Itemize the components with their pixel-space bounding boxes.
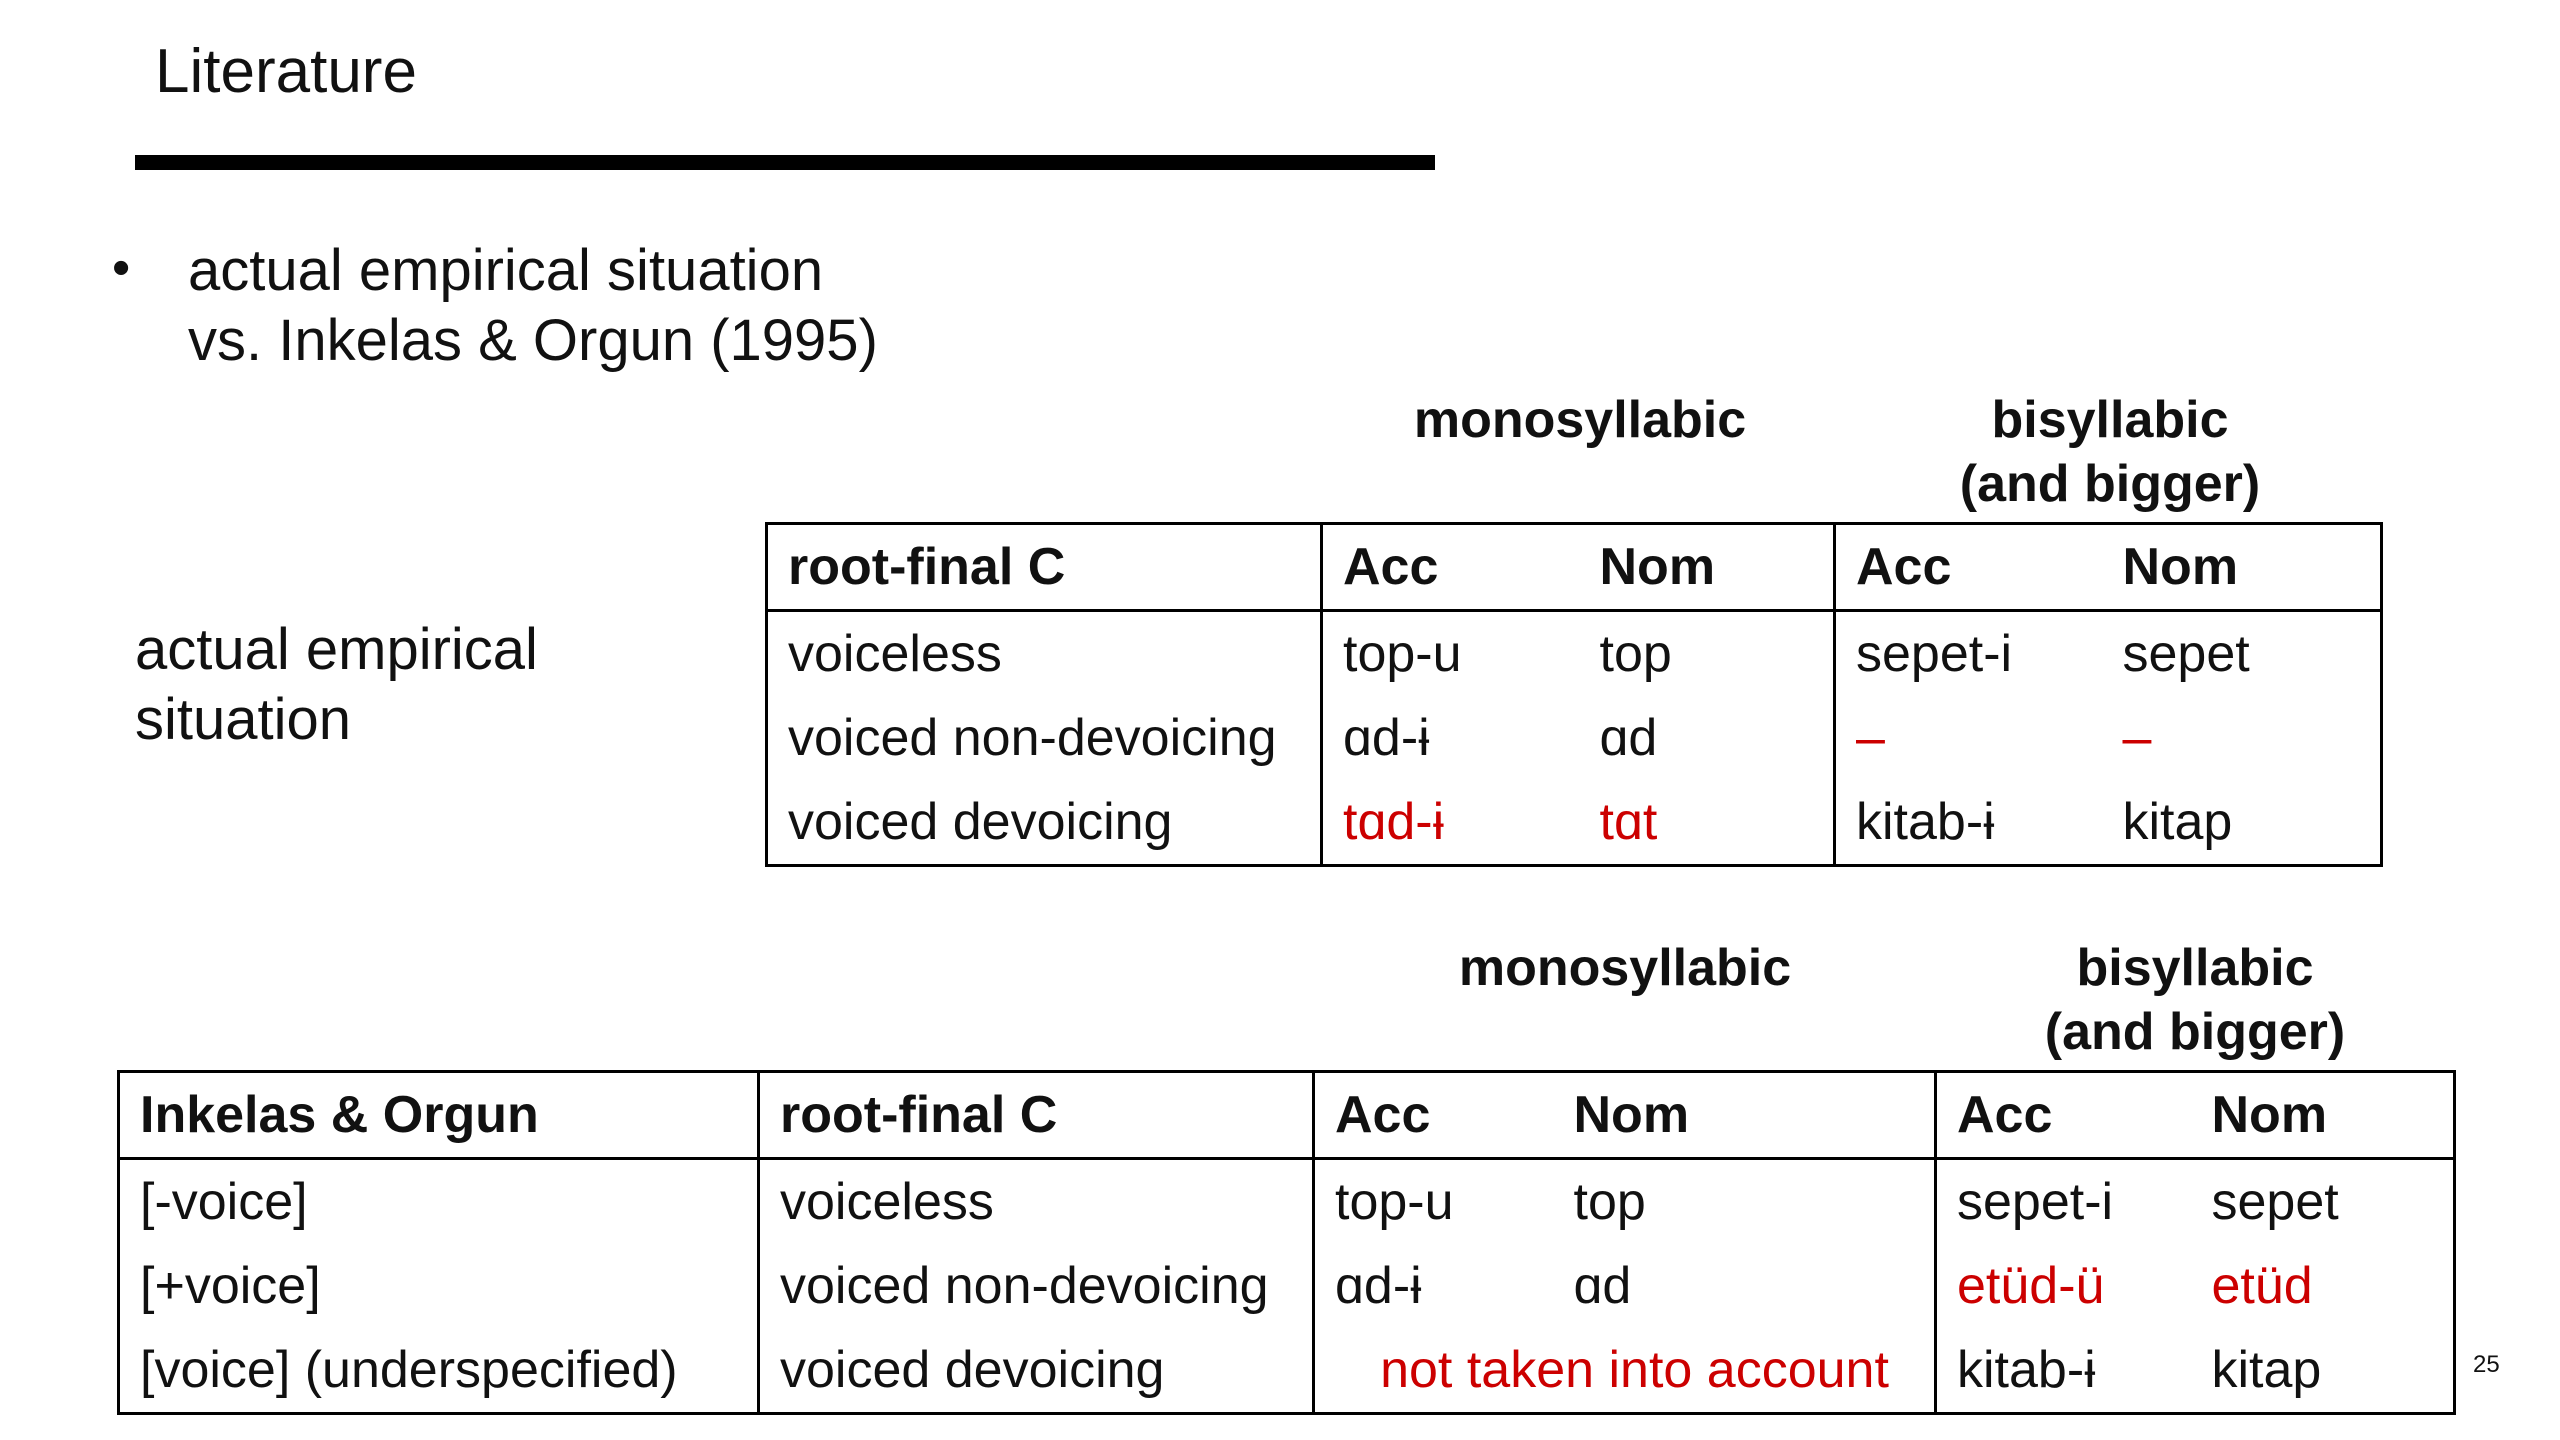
- table2-group-monosyllabic: monosyllabic: [1458, 939, 1792, 997]
- cell-mono-not-taken-into-account: not taken into account: [1314, 1328, 1936, 1414]
- cell-feature: [voice] (underspecified): [119, 1328, 759, 1414]
- bullet-line-1: actual empirical situation: [188, 238, 824, 303]
- cell-bi-acc: etüd-ü: [1936, 1244, 2212, 1328]
- cell-mono-acc: top-u: [1314, 1159, 1574, 1245]
- table2-group-bisyllabic-line2: (and bigger): [2044, 1003, 2346, 1061]
- header-mono-nom: Nom: [1574, 1072, 1936, 1159]
- page-number: 25: [2473, 1351, 2500, 1378]
- title-underline: [135, 155, 1435, 170]
- table-row: [767, 780, 2382, 866]
- table2-group-bisyllabic-line1: bisyllabic: [2076, 939, 2314, 997]
- table1-group-monosyllabic: monosyllabic: [1413, 391, 1747, 449]
- cell-mono-acc: ɑd-ɨ: [1314, 1244, 1574, 1328]
- table-header-row: [119, 1072, 2455, 1159]
- table-inkelas-orgun: [117, 1070, 2456, 1415]
- table1-group-bisyllabic: [1880, 388, 2340, 516]
- cell-bi-acc: kitab-ɨ: [1835, 780, 2123, 866]
- header-root-final-c: root-final C: [767, 524, 1322, 611]
- bullet-text: [188, 236, 878, 376]
- cell-root-final-c: voiced non-devoicing: [767, 696, 1322, 780]
- cell-root-final-c: voiceless: [767, 611, 1322, 697]
- header-mono-acc: Acc: [1322, 524, 1600, 611]
- cell-mono-nom: top: [1574, 1159, 1936, 1245]
- table-row: [767, 696, 2382, 780]
- table1-side-label-line2: situation: [135, 687, 352, 752]
- cell-mono-acc: top-u: [1322, 611, 1600, 697]
- header-mono-nom: Nom: [1600, 524, 1835, 611]
- cell-bi-acc: sepet-i: [1936, 1159, 2212, 1245]
- header-bi-nom: Nom: [2212, 1072, 2455, 1159]
- table-row: [119, 1159, 2455, 1245]
- table-empirical: [765, 522, 2383, 867]
- header-mono-acc: Acc: [1314, 1072, 1574, 1159]
- bullet-line-2: vs. Inkelas & Orgun (1995): [188, 308, 878, 373]
- table-row: [119, 1328, 2455, 1414]
- cell-root-final-c: voiced devoicing: [767, 780, 1322, 866]
- table1-side-label-line1: actual empirical: [135, 617, 538, 682]
- cell-bi-acc: sepet-i: [1835, 611, 2123, 697]
- cell-bi-nom: etüd: [2212, 1244, 2455, 1328]
- table1-group-bisyllabic-line1: bisyllabic: [1991, 391, 2229, 449]
- cell-root-final-c: voiced non-devoicing: [759, 1244, 1314, 1328]
- table1-side-label: [135, 615, 538, 755]
- cell-mono-nom: ɑd: [1574, 1244, 1936, 1328]
- bullet-dot: •: [112, 239, 131, 297]
- slide-title: Literature: [155, 37, 417, 106]
- table-row: [119, 1244, 2455, 1328]
- cell-feature: [-voice]: [119, 1159, 759, 1245]
- cell-bi-nom: sepet: [2212, 1159, 2455, 1245]
- cell-bi-nom: kitap: [2123, 780, 2382, 866]
- header-inkelas-orgun: Inkelas & Orgun: [119, 1072, 759, 1159]
- cell-bi-nom: –: [2123, 696, 2382, 780]
- cell-mono-acc: tɑd-ɨ: [1322, 780, 1600, 866]
- cell-feature: [+voice]: [119, 1244, 759, 1328]
- table-header-row: [767, 524, 2382, 611]
- cell-bi-acc: kitab-ɨ: [1936, 1328, 2212, 1414]
- cell-mono-nom: top: [1600, 611, 1835, 697]
- cell-root-final-c: voiced devoicing: [759, 1328, 1314, 1414]
- cell-mono-nom: ɑd: [1600, 696, 1835, 780]
- cell-root-final-c: voiceless: [759, 1159, 1314, 1245]
- header-bi-nom: Nom: [2123, 524, 2382, 611]
- table2-group-bisyllabic: [1965, 936, 2425, 1064]
- table-row: [767, 611, 2382, 697]
- cell-bi-acc: –: [1835, 696, 2123, 780]
- header-root-final-c: root-final C: [759, 1072, 1314, 1159]
- header-bi-acc: Acc: [1835, 524, 2123, 611]
- table1-group-bisyllabic-line2: (and bigger): [1959, 455, 2261, 513]
- cell-mono-acc: ɑd-ɨ: [1322, 696, 1600, 780]
- cell-mono-nom: tɑt: [1600, 780, 1835, 866]
- cell-bi-nom: sepet: [2123, 611, 2382, 697]
- cell-bi-nom: kitap: [2212, 1328, 2455, 1414]
- header-bi-acc: Acc: [1936, 1072, 2212, 1159]
